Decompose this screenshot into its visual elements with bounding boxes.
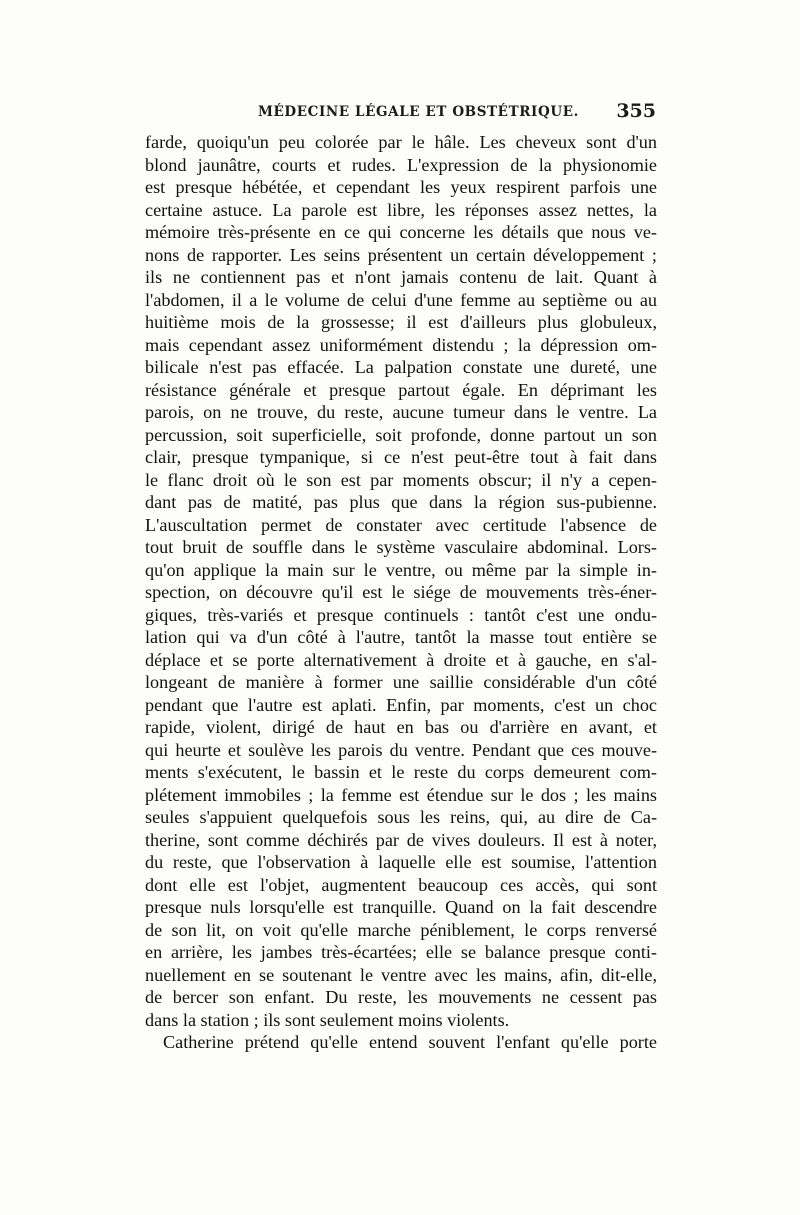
text-line: clair, presque tympanique, si ce n'est peut-être tout à fait dans [145, 447, 657, 467]
text-line: certaine astuce. La parole est libre, les réponses assez nettes, la [145, 199, 657, 220]
text-line: dont elle est l'objet, augmentent beaucoup ces accès, qui sont [145, 874, 657, 895]
text-line: longeant de manière à former une saillie considérable d'un côté [145, 672, 657, 692]
running-title: MÉDECINE LÉGALE ET OBSTÉTRIQUE. [258, 104, 579, 120]
text-line: déplace et se porte alternativement à droite et à gauche, en s'al- [145, 649, 657, 670]
text-line: mémoire très-présente en ce qui concerne les détails que nous ve- [145, 222, 657, 242]
text-line: en arrière, les jambes très-écartées; elle se balance presque conti- [145, 942, 657, 962]
page-number: 355 [616, 100, 656, 122]
text-line: percussion, soit superficielle, soit profonde, donne partout un son [145, 424, 657, 445]
text-line: farde, quoiqu'un peu colorée par le hâle. Les cheveux sont d'un [145, 132, 657, 152]
text-line: le flanc droit où le son est par moments obscur; il n'y a cepen- [145, 469, 657, 490]
text-line: de son lit, on voit qu'elle marche péniblement, le corps renversé [145, 919, 657, 940]
text-line: du reste, que l'observation à laquelle elle est soumise, l'attention [145, 852, 657, 872]
text-line: tout bruit de souffle dans le système vasculaire abdominal. Lors- [145, 537, 657, 557]
text-line: spection, on découvre qu'il est le siége de mouvements très-éner- [145, 582, 657, 602]
text-line: parois, on ne trouve, du reste, aucune tumeur dans le ventre. La [145, 402, 657, 422]
text-line: Catherine prétend qu'elle entend souvent l'enfant qu'elle porte [163, 1032, 657, 1052]
text-line: nons de rapporter. Les seins présentent un certain développement ; [145, 244, 657, 265]
text-line: seules s'appuient quelquefois sous les reins, qui, au dire de Ca- [145, 807, 657, 827]
text-line: nuellement en se soutenant le ventre avec les mains, afin, dit-elle, [145, 964, 657, 985]
text-line: plétement immobiles ; la femme est étendue sur le dos ; les mains [145, 784, 657, 805]
text-line: de bercer son enfant. Du reste, les mouvements ne cessent pas [145, 987, 657, 1007]
text-line: lation qui va d'un côté à l'autre, tantôt la masse tout entière se [145, 627, 657, 647]
text-line: ments s'exécutent, le bassin et le reste du corps demeurent com- [145, 762, 657, 782]
text-line: therine, sont comme déchirés par de vives douleurs. Il est à noter, [145, 829, 657, 850]
text-line: ils ne contiennent pas et n'ont jamais contenu de lait. Quant à [145, 267, 657, 287]
text-line: presque nuls lorsqu'elle est tranquille. Quand on la fait descendre [145, 897, 657, 917]
text-line: rapide, violent, dirigé de haut en bas ou d'arrière en avant, et [145, 717, 657, 737]
text-line: dant pas de matité, pas plus que dans la région sus-pubienne. [145, 492, 657, 512]
text-line: qu'on applique la main sur le ventre, ou même par la simple in- [145, 559, 657, 580]
running-head [160, 100, 656, 128]
text-line: bilicale n'est pas effacée. La palpation constate une dureté, une [145, 357, 657, 377]
text-line: pendant que l'autre est aplati. Enfin, par moments, c'est un choc [145, 694, 657, 715]
text-line: dans la station ; ils sont seulement moins violents. [145, 1009, 510, 1030]
text-line: qui heurte et soulève les parois du ventre. Pendant que ces mouve- [145, 739, 657, 760]
text-line: est presque hébétée, et cependant les yeux respirent parfois une [145, 177, 657, 197]
text-line: huitième mois de la grossesse; il est d'ailleurs plus globuleux, [145, 312, 657, 332]
text-line: L'auscultation permet de constater avec certitude l'absence de [145, 514, 657, 535]
body-text [145, 131, 657, 1054]
text-line: blond jaunâtre, courts et rudes. L'expression de la physionomie [145, 154, 657, 175]
text-line: l'abdomen, il a le volume de celui d'une femme au septième ou au [145, 289, 657, 310]
text-line: giques, très-variés et presque continuels : tantôt c'est une ondu- [145, 604, 657, 625]
text-line: résistance générale et presque partout égale. En déprimant les [145, 379, 657, 400]
text-line: mais cependant assez uniformément distendu ; la dépression om- [145, 334, 657, 355]
